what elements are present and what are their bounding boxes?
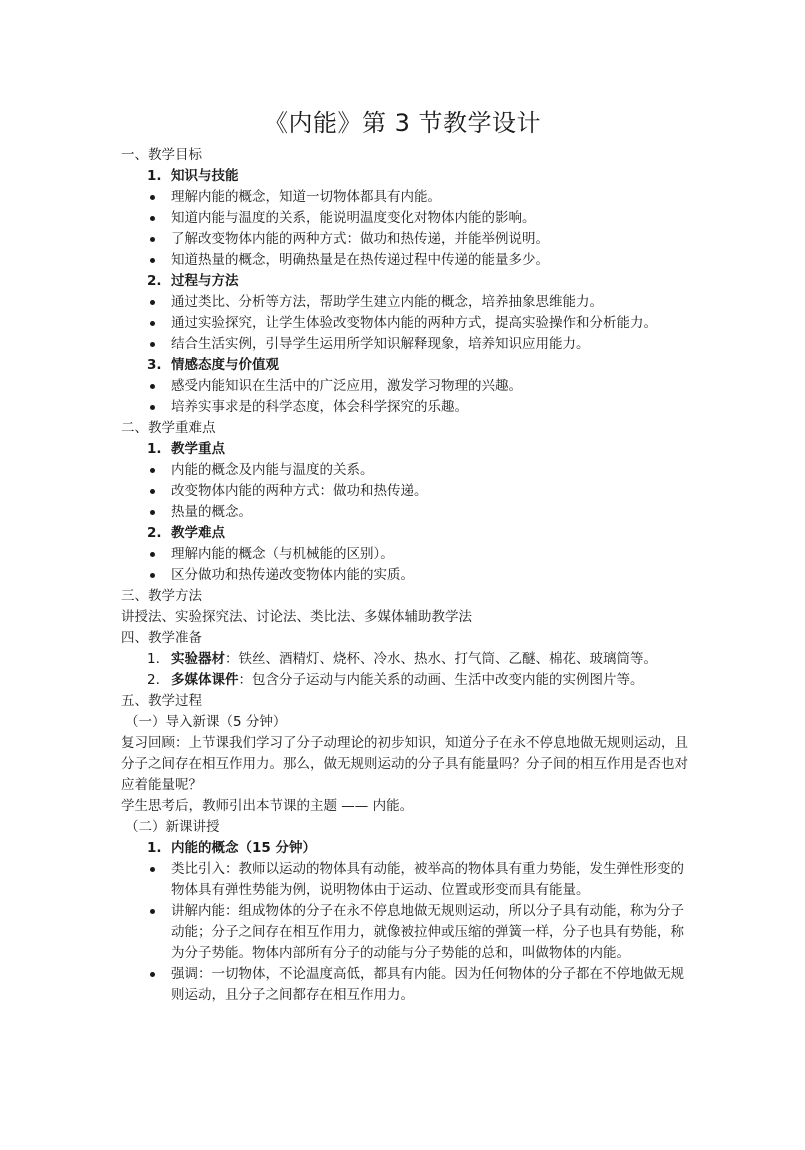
subsection-heading: （二）新课讲授 (125, 819, 220, 835)
section-heading: 一、教学目标 (121, 147, 202, 163)
bullet-item: 理解内能的概念，知道一切物体都具有内能。 (121, 187, 689, 208)
bullet-item: 内能的概念及内能与温度的关系。 (121, 460, 689, 481)
bullet-item: 讲解内能：组成物体的分子在永不停息地做无规则运动，所以分子具有动能，称为分子动能；分子之间存在相互作用力，就像被拉伸或压缩的弹簧一样，分子也具有势能，称为分子势能。物体内部所有分子的动能与分子势能的总和，叫做物体的内能。 (121, 901, 689, 964)
prep-item: 1. 实验器材：铁丝、酒精灯、烧杯、冷水、热水、打气筒、乙醚、棉花、玻璃筒等。 (147, 651, 657, 667)
bullet-item: 培养实事求是的科学态度，体会科学探究的乐趣。 (121, 397, 689, 418)
numbered-heading: 1. 内能的概念（15 分钟） (147, 840, 316, 856)
bullet-item: 区分做功和热传递改变物体内能的实质。 (121, 565, 689, 586)
bullet-item: 通过实验探究，让学生体验改变物体内能的两种方式，提高实验操作和分析能力。 (121, 313, 689, 334)
bullet-item: 了解改变物体内能的两种方式：做功和热传递，并能举例说明。 (121, 229, 689, 250)
lead-paragraph: 学生思考后，教师引出本节课的主题 —— 内能。 (121, 798, 414, 814)
bullet-item: 通过类比、分析等方法，帮助学生建立内能的概念，培养抽象思维能力。 (121, 292, 689, 313)
bullet-item: 理解内能的概念（与机械能的区别）。 (121, 544, 689, 565)
bullet-item: 热量的概念。 (121, 502, 689, 523)
bullet-item: 结合生活实例，引导学生运用所学知识解释现象，培养知识应用能力。 (121, 334, 689, 355)
numbered-heading: 2. 过程与方法 (147, 273, 239, 289)
bullet-item: 强调：一切物体，不论温度高低，都具有内能。因为任何物体的分子都在不停地做无规则运动，且分子之间都存在相互作用力。 (121, 964, 689, 1006)
bullet-item: 感受内能知识在生活中的广泛应用，激发学习物理的兴趣。 (121, 376, 689, 397)
section-heading: 五、教学过程 (121, 693, 202, 709)
bullet-item: 知道内能与温度的关系，能说明温度变化对物体内能的影响。 (121, 208, 689, 229)
numbered-heading: 1. 知识与技能 (147, 168, 239, 184)
bullet-item: 类比引入：教师以运动的物体具有动能，被举高的物体具有重力势能，发生弹性形变的物体具有弹性势能为例，说明物体由于运动、位置或形变而具有能量。 (121, 859, 689, 901)
numbered-heading: 3. 情感态度与价值观 (147, 357, 279, 373)
section-heading: 三、教学方法 (121, 588, 202, 604)
section-heading: 二、教学重难点 (121, 420, 216, 436)
review-paragraph: 复习回顾：上节课我们学习了分子动理论的初步知识，知道分子在永不停息地做无规则运动，且分子之间存在相互作用力。那么，做无规则运动的分子具有能量吗？分子间的相互作用是否也对应着能量呢？ (121, 735, 688, 793)
numbered-heading: 1. 教学重点 (147, 441, 225, 457)
methods-text: 讲授法、实验探究法、讨论法、类比法、多媒体辅助教学法 (121, 609, 472, 625)
bullet-item: 知道热量的概念，明确热量是在热传递过程中传递的能量多少。 (121, 250, 689, 271)
numbered-heading: 2. 教学难点 (147, 525, 225, 541)
document-body (121, 145, 689, 1006)
bullet-item: 改变物体内能的两种方式：做功和热传递。 (121, 481, 689, 502)
prep-item: 2. 多媒体课件：包含分子运动与内能关系的动画、生活中改变内能的实例图片等。 (147, 672, 644, 688)
subsection-heading: （一）导入新课（5 分钟） (125, 714, 287, 730)
section-heading: 四、教学准备 (121, 630, 202, 646)
document-title: 《内能》第 3 节教学设计 (263, 109, 542, 137)
